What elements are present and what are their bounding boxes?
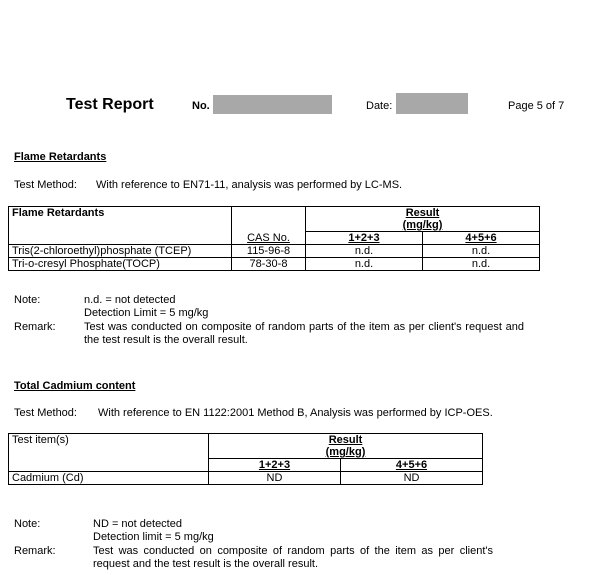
row-value-2: n.d. — [423, 258, 540, 271]
row-value-1: n.d. — [306, 245, 423, 258]
cadmium-table — [8, 433, 483, 485]
row-value-2: n.d. — [423, 245, 540, 258]
cadmium-col2-header: 4+5+6 — [341, 459, 483, 472]
note-line-2-2: Detection limit = 5 mg/kg — [93, 531, 214, 543]
table-row — [9, 258, 540, 271]
remark-text-2: Test was conducted on composite of random parts of the item as per client's request and the test result is the overall result. — [93, 545, 493, 570]
flame-retardants-heading: Flame Retardants — [14, 151, 107, 163]
col1-header: 1+2+3 — [306, 232, 423, 245]
remark-label-2: Remark: — [14, 545, 56, 557]
report-number-label: No. — [192, 100, 210, 112]
table-head-blank — [232, 207, 306, 232]
row-cas: 115-96-8 — [232, 245, 306, 258]
row-substance: Tris(2-chloroethyl)phosphate (TCEP) — [9, 245, 232, 258]
cadmium-head-label: Test item(s) — [9, 434, 209, 459]
test-method-text-2: With reference to EN 1122:2001 Method B, Analysis was performed by ICP-OES. — [98, 407, 493, 419]
flame-retardants-table — [8, 206, 540, 271]
table-row — [9, 472, 483, 485]
row-value-1: n.d. — [306, 258, 423, 271]
test-method-label: Test Method: — [14, 179, 77, 191]
remark-text: Test was conducted on composite of random parts of the item as per client's request and the test result is the overall result. — [84, 321, 524, 346]
col2-header: 4+5+6 — [423, 232, 540, 245]
remark-label: Remark: — [14, 321, 56, 333]
note-label: Note: — [14, 294, 41, 306]
report-title: Test Report — [66, 96, 154, 113]
cadmium-subhead-blank — [9, 459, 209, 472]
row-substance: Tri-o-cresyl Phosphate(TOCP) — [9, 258, 232, 271]
result-label: Result — [405, 207, 440, 219]
report-number-redaction — [213, 95, 332, 114]
unit-label: (mg/kg) — [402, 219, 443, 231]
date-label: Date: — [366, 100, 393, 112]
test-method-text: With reference to EN71-11, analysis was performed by LC-MS. — [96, 179, 403, 191]
date-redaction — [396, 93, 468, 114]
note-line-1: n.d. = not detected — [84, 294, 176, 306]
note-label-2: Note: — [14, 518, 41, 530]
page-indicator: Page 5 of 7 — [508, 100, 565, 112]
row-cas: 78-30-8 — [232, 258, 306, 271]
cadmium-col1-header: 1+2+3 — [209, 459, 341, 472]
table-result-header — [306, 207, 540, 232]
table-head-label: Flame Retardants — [9, 207, 232, 232]
cadmium-result-header — [209, 434, 483, 459]
cadmium-row-value-2: ND — [341, 472, 483, 485]
cadmium-row-value-1: ND — [209, 472, 341, 485]
note-line-2: Detection Limit = 5 mg/kg — [84, 307, 209, 319]
cadmium-row-item: Cadmium (Cd) — [9, 472, 209, 485]
cas-header: CAS No. — [232, 232, 306, 245]
cadmium-heading: Total Cadmium content — [14, 380, 136, 392]
test-method-label-2: Test Method: — [14, 407, 77, 419]
cadmium-result-label: Result — [328, 434, 363, 446]
table-row — [9, 245, 540, 258]
note-line-1-2: ND = not detected — [93, 518, 182, 530]
cadmium-unit-label: (mg/kg) — [325, 446, 366, 458]
table-subhead-blank — [9, 232, 232, 245]
